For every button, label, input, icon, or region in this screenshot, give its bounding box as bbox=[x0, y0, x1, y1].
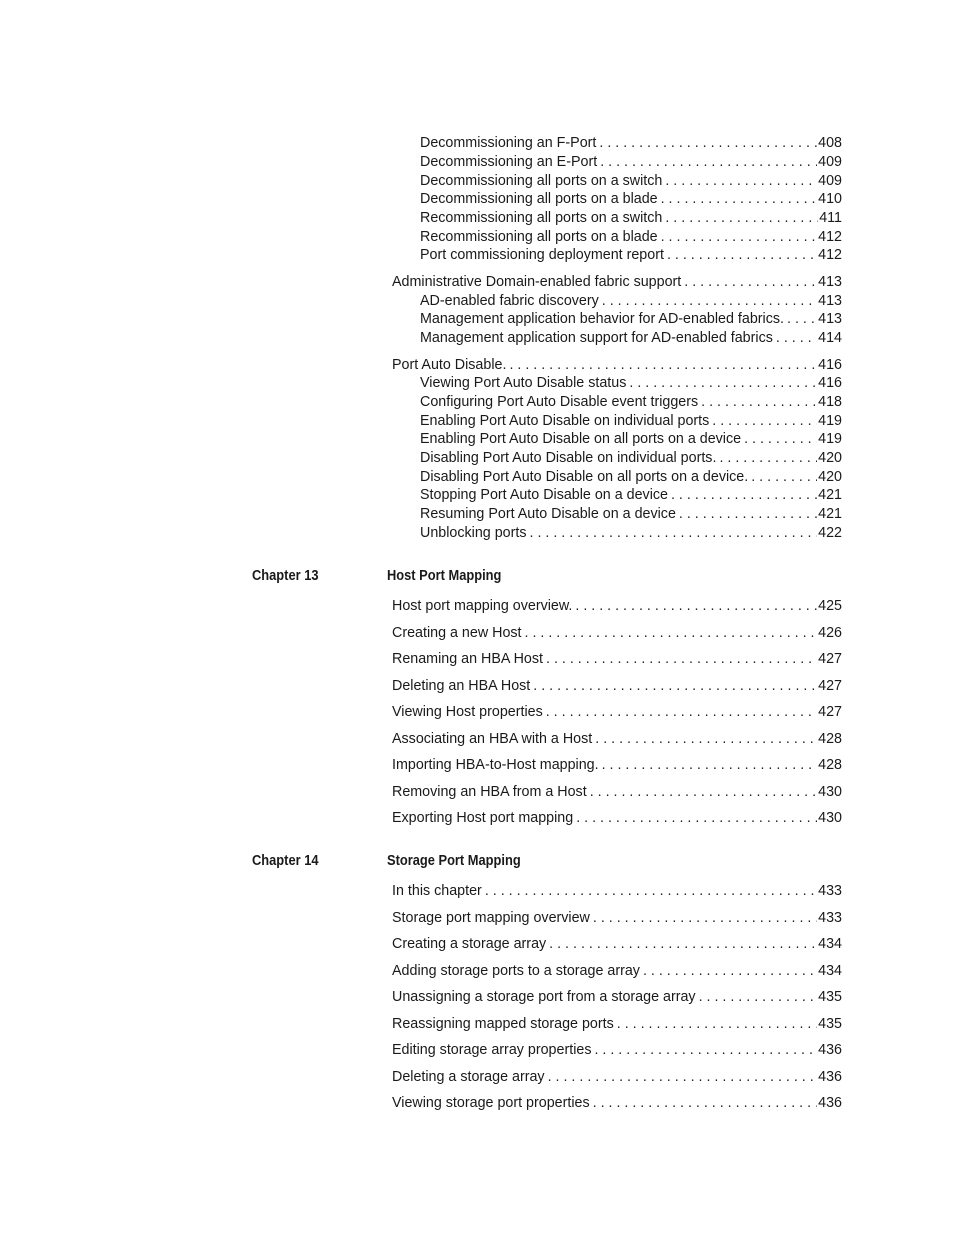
toc-leader bbox=[591, 1041, 817, 1060]
toc-entry[interactable] bbox=[420, 292, 842, 311]
toc-entry[interactable] bbox=[420, 153, 842, 172]
toc-entry-title: Host port mapping overview. bbox=[392, 598, 573, 614]
toc-entry-page: 411 bbox=[819, 210, 842, 226]
toc-entry[interactable] bbox=[420, 172, 842, 191]
toc-entry-page: 426 bbox=[818, 625, 842, 641]
toc-entry-title: Viewing Port Auto Disable status bbox=[420, 375, 627, 391]
toc-entry-page: 420 bbox=[818, 469, 842, 485]
toc-leader bbox=[506, 356, 817, 375]
toc-entry-page: 427 bbox=[818, 651, 842, 667]
toc-section-entry[interactable] bbox=[392, 756, 842, 775]
chapter-title[interactable]: Host Port Mapping bbox=[387, 568, 502, 584]
toc-entry-title: Creating a new Host bbox=[392, 625, 522, 641]
toc-entry-page: 422 bbox=[818, 525, 842, 541]
toc-entry-page: 433 bbox=[818, 883, 842, 899]
toc-leader bbox=[664, 246, 817, 265]
toc-entry[interactable] bbox=[420, 374, 842, 393]
toc-entry-page: 420 bbox=[818, 450, 842, 466]
toc-entry[interactable] bbox=[420, 310, 842, 329]
toc-entry-title: Enabling Port Auto Disable on individual ports bbox=[420, 413, 710, 429]
toc-leader bbox=[662, 172, 817, 191]
toc-entry-title: Decommissioning all ports on a blade bbox=[420, 191, 658, 207]
toc-entry-page: 434 bbox=[818, 936, 842, 952]
toc-entry-title: Administrative Domain-enabled fabric support bbox=[392, 274, 682, 290]
toc-leader bbox=[590, 909, 817, 928]
toc-section-entry[interactable] bbox=[392, 597, 842, 616]
toc-entry-page: 427 bbox=[818, 704, 842, 720]
toc-entry-title: Recommissioning all ports on a switch bbox=[420, 210, 663, 226]
toc-section-entry[interactable] bbox=[392, 677, 842, 696]
toc-leader bbox=[543, 703, 817, 722]
toc-entry-page: 413 bbox=[818, 311, 842, 327]
toc-entry-page: 419 bbox=[818, 413, 842, 429]
toc-section-entry[interactable] bbox=[392, 1041, 842, 1060]
toc-entry-title: Removing an HBA from a Host bbox=[392, 784, 587, 800]
toc-entry-title: Adding storage ports to a storage array bbox=[392, 963, 640, 979]
toc-leader bbox=[592, 730, 817, 749]
toc-entry-title: Renaming an HBA Host bbox=[392, 651, 543, 667]
toc-leader bbox=[658, 228, 818, 247]
toc-leader bbox=[599, 292, 817, 311]
toc-section-entry[interactable] bbox=[392, 909, 842, 928]
chapter-label: Chapter 14 bbox=[252, 853, 319, 869]
toc-entry-title: Deleting an HBA Host bbox=[392, 678, 531, 694]
toc-leader bbox=[590, 1094, 818, 1113]
toc-entry-page: 435 bbox=[818, 989, 842, 1005]
toc-leader bbox=[662, 209, 818, 228]
toc-entry-title: In this chapter bbox=[392, 883, 482, 899]
toc-entry[interactable] bbox=[420, 412, 842, 431]
toc-entry-title: Storage port mapping overview bbox=[392, 910, 590, 926]
toc-entry-page: 435 bbox=[818, 1016, 842, 1032]
toc-entry[interactable] bbox=[420, 430, 842, 449]
toc-entry-page: 428 bbox=[818, 757, 842, 773]
toc-section-entry[interactable] bbox=[392, 703, 842, 722]
toc-entry-title: Disabling Port Auto Disable on individual ports. bbox=[420, 450, 717, 466]
toc-section-entry[interactable] bbox=[392, 356, 842, 375]
toc-entry-page: 414 bbox=[818, 330, 842, 346]
chapter-title[interactable]: Storage Port Mapping bbox=[387, 853, 521, 869]
toc-entry[interactable] bbox=[420, 209, 842, 228]
toc-section-entry[interactable] bbox=[392, 650, 842, 669]
toc-entry-page: 410 bbox=[818, 191, 842, 207]
toc-leader bbox=[545, 1068, 818, 1087]
toc-leader bbox=[482, 882, 817, 901]
toc-entry-page: 408 bbox=[818, 135, 842, 151]
toc-section-entry[interactable] bbox=[392, 1015, 842, 1034]
toc-leader bbox=[527, 524, 818, 543]
toc-entry[interactable] bbox=[420, 486, 842, 505]
toc-entry-title: Viewing Host properties bbox=[392, 704, 543, 720]
toc-entry-title: Enabling Port Auto Disable on all ports on a device bbox=[420, 431, 742, 447]
toc-leader bbox=[530, 677, 817, 696]
toc-entry-title: AD-enabled fabric discovery bbox=[420, 293, 599, 309]
toc-entry-page: 430 bbox=[818, 810, 842, 826]
toc-entry-title: Deleting a storage array bbox=[392, 1069, 545, 1085]
toc-entry[interactable] bbox=[420, 329, 842, 348]
toc-entry[interactable] bbox=[420, 228, 842, 247]
chapter-label: Chapter 13 bbox=[252, 568, 319, 584]
toc-entry-page: 421 bbox=[818, 487, 842, 503]
toc-leader bbox=[668, 486, 817, 505]
toc-section-entry[interactable] bbox=[392, 988, 842, 1007]
toc-entry-page: 418 bbox=[818, 394, 842, 410]
toc-leader bbox=[681, 273, 817, 292]
toc-leader bbox=[658, 190, 818, 209]
toc-leader bbox=[784, 310, 817, 329]
toc-entry-page: 413 bbox=[818, 293, 842, 309]
toc-leader bbox=[572, 597, 817, 616]
toc-entry-title: Port Auto Disable. bbox=[392, 357, 507, 373]
toc-section-entry[interactable] bbox=[392, 273, 842, 292]
toc-entry-page: 433 bbox=[818, 910, 842, 926]
toc-entry-title: Editing storage array properties bbox=[392, 1042, 592, 1058]
toc-entry[interactable] bbox=[420, 246, 842, 265]
toc-entry-title: Reassigning mapped storage ports bbox=[392, 1016, 614, 1032]
toc-leader bbox=[587, 783, 817, 802]
toc-leader bbox=[640, 962, 817, 981]
toc-section-entry[interactable] bbox=[392, 730, 842, 749]
toc-entry-title: Stopping Port Auto Disable on a device bbox=[420, 487, 668, 503]
toc-section-entry[interactable] bbox=[392, 1068, 842, 1087]
toc-leader bbox=[596, 134, 817, 153]
toc-leader bbox=[573, 809, 817, 828]
toc-entry-page: 416 bbox=[818, 375, 842, 391]
toc-section-entry[interactable] bbox=[392, 809, 842, 828]
toc-leader bbox=[626, 374, 817, 393]
toc-entry-title: Unblocking ports bbox=[420, 525, 527, 541]
toc-leader bbox=[709, 412, 817, 431]
toc-entry-page: 421 bbox=[818, 506, 842, 522]
toc-entry-page: 434 bbox=[818, 963, 842, 979]
toc-entry-title: Importing HBA-to-Host mapping. bbox=[392, 757, 599, 773]
toc-leader bbox=[773, 329, 817, 348]
toc-leader bbox=[599, 756, 818, 775]
toc-entry-title: Decommissioning all ports on a switch bbox=[420, 173, 663, 189]
toc-entry-title: Port commissioning deployment report bbox=[420, 247, 664, 263]
toc-leader bbox=[676, 505, 817, 524]
toc-leader bbox=[698, 393, 817, 412]
toc-section-entry[interactable] bbox=[392, 783, 842, 802]
toc-entry-page: 409 bbox=[818, 154, 842, 170]
toc-leader bbox=[546, 935, 817, 954]
toc-entry-page: 412 bbox=[818, 229, 842, 245]
toc-entry-title: Recommissioning all ports on a blade bbox=[420, 229, 658, 245]
toc-entry-title: Decommissioning an F-Port bbox=[420, 135, 597, 151]
toc-leader bbox=[522, 624, 818, 643]
toc-entry-title: Decommissioning an E-Port bbox=[420, 154, 598, 170]
toc-entry[interactable] bbox=[420, 134, 842, 153]
toc-entry-title: Resuming Port Auto Disable on a device bbox=[420, 506, 676, 522]
toc-leader bbox=[741, 430, 817, 449]
toc-entry-title: Management application behavior for AD-enabled fabrics. bbox=[420, 311, 784, 327]
toc-section-entry[interactable] bbox=[392, 1094, 842, 1113]
toc-entry[interactable] bbox=[420, 190, 842, 209]
toc-entry[interactable] bbox=[420, 468, 842, 487]
toc-leader bbox=[597, 153, 817, 172]
toc-entry-page: 436 bbox=[818, 1069, 842, 1085]
toc-entry-title: Disabling Port Auto Disable on all ports on a device. bbox=[420, 469, 749, 485]
toc-entry[interactable] bbox=[420, 393, 842, 412]
toc-section-entry[interactable] bbox=[392, 935, 842, 954]
toc-entry-page: 436 bbox=[818, 1095, 842, 1111]
toc-entry-title: Configuring Port Auto Disable event triggers bbox=[420, 394, 699, 410]
toc-entry[interactable] bbox=[420, 524, 842, 543]
toc-leader bbox=[543, 650, 817, 669]
toc-entry-page: 412 bbox=[818, 247, 842, 263]
toc-entry-title: Associating an HBA with a Host bbox=[392, 731, 593, 747]
toc-leader bbox=[716, 449, 817, 468]
toc-leader bbox=[696, 988, 818, 1007]
toc-section-entry[interactable] bbox=[392, 882, 842, 901]
toc-entry-page: 416 bbox=[818, 357, 842, 373]
toc-entry-page: 409 bbox=[818, 173, 842, 189]
toc-entry-page: 419 bbox=[818, 431, 842, 447]
toc-entry-page: 430 bbox=[818, 784, 842, 800]
toc-entry-title: Exporting Host port mapping bbox=[392, 810, 574, 826]
toc-entry-page: 427 bbox=[818, 678, 842, 694]
toc-entry-title: Management application support for AD-enabled fabrics bbox=[420, 330, 773, 346]
toc-entry-title: Viewing storage port properties bbox=[392, 1095, 590, 1111]
toc-entry-page: 413 bbox=[818, 274, 842, 290]
toc-section-entry[interactable] bbox=[392, 962, 842, 981]
toc-entry-title: Unassigning a storage port from a storage array bbox=[392, 989, 696, 1005]
toc-entry[interactable] bbox=[420, 449, 842, 468]
toc-entry-page: 428 bbox=[818, 731, 842, 747]
toc-entry-page: 436 bbox=[818, 1042, 842, 1058]
toc-entry[interactable] bbox=[420, 505, 842, 524]
toc-entry-page: 425 bbox=[818, 598, 842, 614]
toc-section-entry[interactable] bbox=[392, 624, 842, 643]
toc-leader bbox=[614, 1015, 817, 1034]
toc-entry-title: Creating a storage array bbox=[392, 936, 547, 952]
toc-leader bbox=[748, 468, 817, 487]
